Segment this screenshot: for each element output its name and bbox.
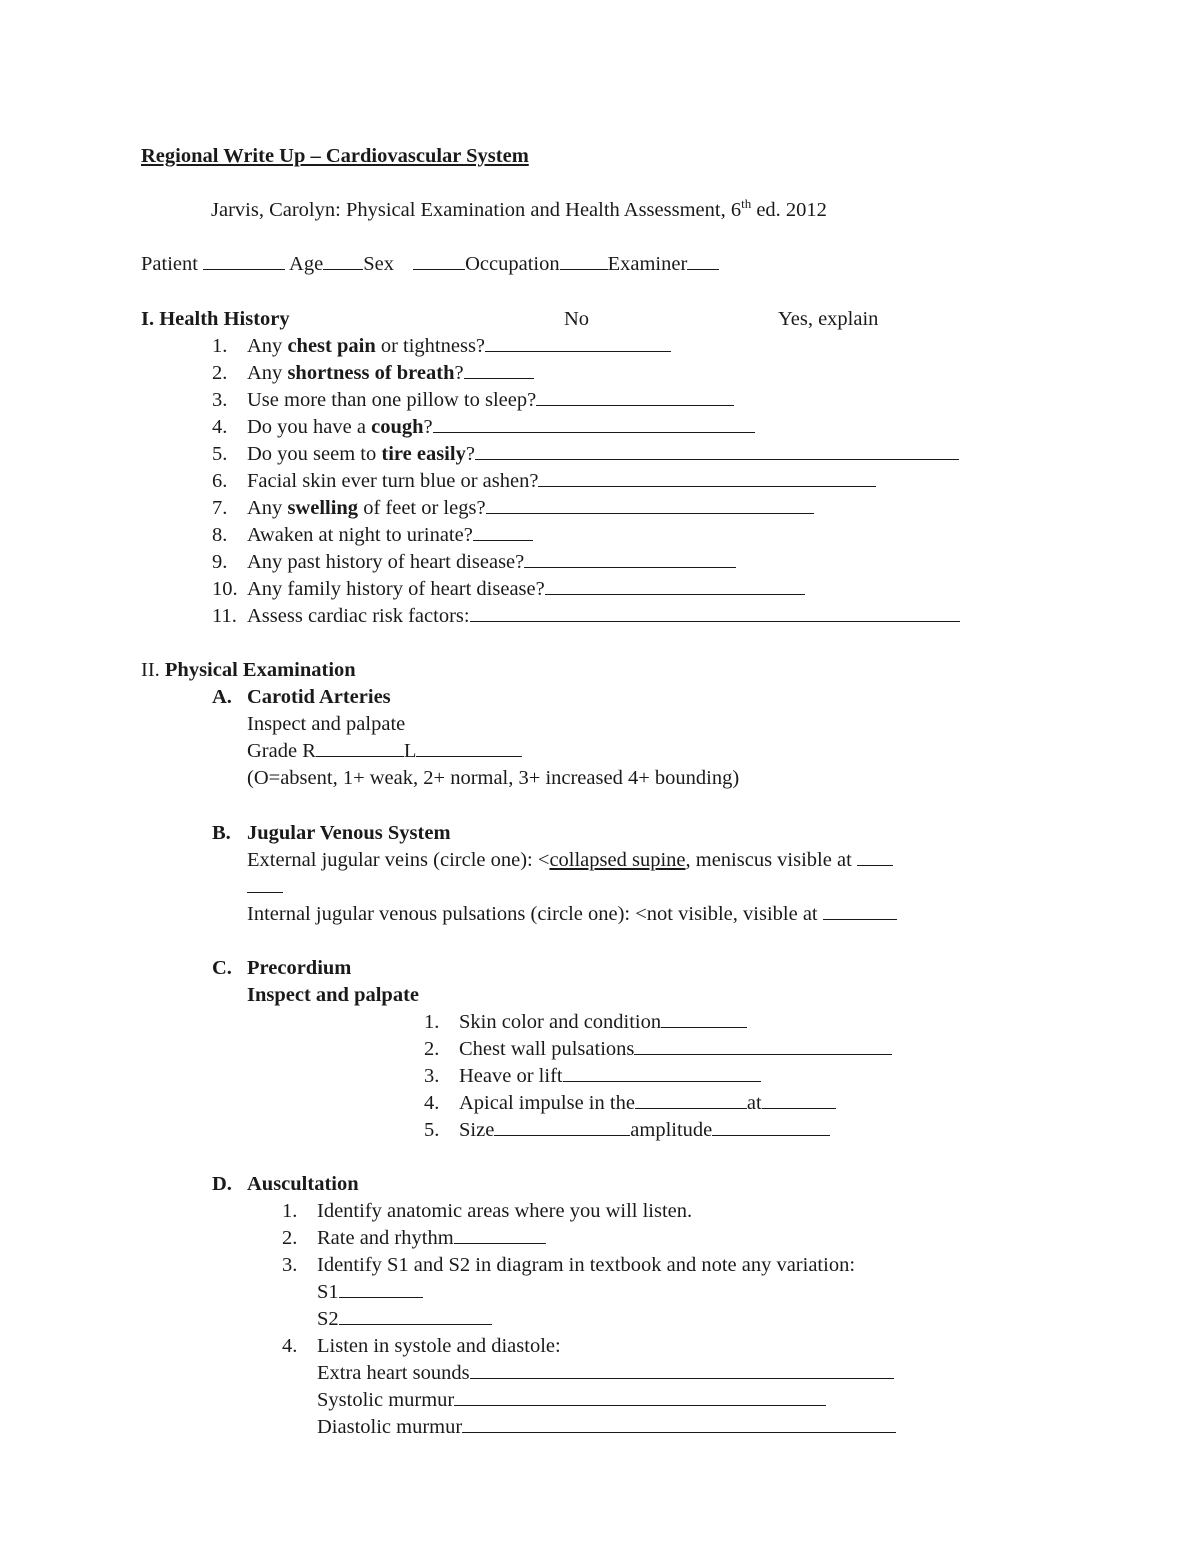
history-item-number: 7. — [212, 497, 228, 519]
precordium-subheading: Inspect and palpate — [247, 984, 420, 1006]
history-item-number: 9. — [212, 551, 228, 573]
history-item-text-end: ? — [454, 362, 464, 384]
systolic-murmur-blank[interactable] — [454, 1405, 826, 1406]
carotid-grade-scale: (O=absent, 1+ weak, 2+ normal, 3+ increased 4+ bounding) — [247, 767, 740, 789]
history-item — [212, 417, 755, 438]
precordium-item-text: Size — [459, 1119, 495, 1141]
grade-l-blank[interactable] — [416, 756, 522, 757]
history-item-number: 4. — [212, 416, 228, 438]
answer-blank[interactable] — [661, 1027, 747, 1028]
precordium-item — [424, 1066, 761, 1087]
history-item-text-end: ? — [423, 416, 433, 438]
patient-blank[interactable] — [203, 269, 285, 270]
internal-jugular-blank[interactable] — [823, 919, 897, 920]
history-item-keyword: tire easily — [381, 443, 466, 465]
answer-blank[interactable] — [563, 1081, 761, 1082]
history-item — [212, 363, 534, 384]
precordium-item — [424, 1093, 836, 1114]
systolic-murmur-line: Systolic murmur — [317, 1390, 826, 1411]
history-item-text: Assess cardiac risk factors: — [247, 605, 470, 627]
history-item-number: 11. — [212, 605, 237, 627]
external-jugular-blank-continued[interactable] — [247, 877, 283, 898]
history-item-keyword: chest pain — [287, 335, 376, 357]
patient-label: Patient — [141, 253, 204, 275]
history-item — [212, 390, 734, 411]
answer-blank-2[interactable] — [762, 1108, 836, 1109]
auscultation-item — [282, 1255, 855, 1276]
history-item-number: 10. — [212, 578, 238, 600]
auscultation-item-number: 3. — [282, 1254, 298, 1276]
precordium-item-number: 4. — [424, 1092, 440, 1114]
precordium-letter: C. — [212, 957, 232, 979]
answer-blank[interactable] — [635, 1108, 747, 1109]
auscultation-item — [282, 1336, 561, 1357]
carotid-inspect: Inspect and palpate — [247, 713, 406, 735]
auscultation-item — [282, 1228, 546, 1249]
history-item-keyword: swelling — [287, 497, 359, 519]
precordium-item-text: Heave or lift — [459, 1065, 563, 1087]
extra-heart-sounds-blank[interactable] — [470, 1378, 894, 1379]
answer-blank[interactable] — [454, 1243, 546, 1244]
auscultation-item-text: Rate and rhythm — [317, 1227, 454, 1249]
page-title: Regional Write Up – Cardiovascular System — [141, 145, 529, 167]
grade-r-blank[interactable] — [316, 756, 404, 757]
history-item — [212, 498, 814, 519]
reference-superscript: th — [741, 196, 752, 211]
auscultation-item-text: Identify S1 and S2 in diagram in textbook and note any variation: — [317, 1254, 856, 1276]
history-item — [212, 444, 959, 465]
s1-line: S1 — [317, 1282, 423, 1303]
history-item-text: Any — [247, 497, 288, 519]
answer-blank[interactable] — [464, 378, 534, 379]
column-header-no: No — [564, 308, 590, 330]
precordium-item-text: Chest wall pulsations — [459, 1038, 635, 1060]
answer-blank[interactable] — [634, 1054, 892, 1055]
auscultation-item-number: 4. — [282, 1335, 298, 1357]
reference-text: Jarvis, Carolyn: Physical Examination and Health Assessment, 6 — [211, 199, 742, 221]
history-item-number: 1. — [212, 335, 228, 357]
auscultation-item-text: Listen in systole and diastole: — [317, 1335, 561, 1357]
answer-blank[interactable] — [538, 486, 876, 487]
answer-blank[interactable] — [470, 621, 960, 622]
answer-blank[interactable] — [494, 1135, 630, 1136]
diastolic-murmur-blank[interactable] — [462, 1432, 896, 1433]
carotid-heading: Carotid Arteries — [247, 686, 391, 708]
history-item-text-end: or tightness? — [375, 335, 486, 357]
jugular-letter: B. — [212, 822, 231, 844]
age-blank[interactable] — [323, 269, 363, 270]
examiner-blank[interactable] — [687, 269, 719, 270]
occupation-blank[interactable] — [560, 269, 608, 270]
history-item — [212, 471, 876, 492]
answer-blank[interactable] — [485, 351, 671, 352]
s2-line: S2 — [317, 1309, 492, 1330]
history-item-text: Do you seem to — [247, 443, 382, 465]
sex-label: Sex — [363, 253, 400, 275]
answer-blank[interactable] — [524, 567, 736, 568]
extra-heart-sounds-line: Extra heart sounds — [317, 1363, 894, 1384]
answer-blank[interactable] — [473, 540, 533, 541]
history-item — [212, 336, 671, 357]
history-item-number: 2. — [212, 362, 228, 384]
carotid-letter: A. — [212, 686, 232, 708]
history-item-keyword: shortness of breath — [287, 362, 455, 384]
auscultation-item-number: 2. — [282, 1227, 298, 1249]
answer-blank[interactable] — [475, 459, 959, 460]
history-item-text: Any — [247, 335, 288, 357]
history-item-number: 5. — [212, 443, 228, 465]
column-header-yes: Yes, explain — [778, 308, 879, 330]
precordium-item — [424, 1012, 747, 1033]
history-item-text-end: of feet or legs? — [358, 497, 486, 519]
precordium-item-number: 5. — [424, 1119, 440, 1141]
precordium-item-text-2: at — [746, 1092, 762, 1114]
history-item — [212, 525, 533, 546]
s1-blank[interactable] — [339, 1297, 423, 1298]
examiner-label: Examiner — [607, 253, 688, 275]
answer-blank[interactable] — [433, 432, 755, 433]
auscultation-heading: Auscultation — [247, 1173, 359, 1195]
s2-blank[interactable] — [339, 1324, 492, 1325]
precordium-item-number: 1. — [424, 1011, 440, 1033]
auscultation-item-number: 1. — [282, 1200, 298, 1222]
history-item-text-end: ? — [465, 443, 475, 465]
occupation-label: Occupation — [465, 253, 560, 275]
reference-year: ed. 2012 — [751, 199, 827, 221]
internal-jugular-line: Internal jugular venous pulsations (circle one): <not visible, visible at — [247, 904, 897, 925]
answer-blank[interactable] — [536, 405, 734, 406]
collapsed-supine-option[interactable]: collapsed supine — [549, 849, 686, 871]
history-item-text: Awaken at night to urinate? — [247, 524, 473, 546]
history-item-number: 6. — [212, 470, 228, 492]
history-item — [212, 552, 736, 573]
auscultation-item-text: Identify anatomic areas where you will listen. — [317, 1200, 693, 1222]
precordium-heading: Precordium — [247, 957, 352, 979]
answer-blank[interactable] — [486, 513, 814, 514]
history-item — [212, 579, 805, 600]
history-item-keyword: cough — [371, 416, 424, 438]
history-item-text: Do you have a — [247, 416, 372, 438]
diastolic-murmur-line: Diastolic murmur — [317, 1417, 896, 1438]
history-item-text: Facial skin ever turn blue or ashen? — [247, 470, 539, 492]
meniscus-blank[interactable] — [857, 865, 893, 866]
precordium-item-text: Apical impulse in the — [459, 1092, 635, 1114]
physical-exam-heading: II. Physical Examination — [141, 659, 356, 681]
external-jugular-line: External jugular veins (circle one): <collapsed supine, meniscus visible at — [247, 850, 893, 871]
reference-line — [211, 196, 827, 221]
auscultation-item — [282, 1201, 692, 1222]
age-label: Age — [285, 253, 324, 275]
precordium-item-text-2: amplitude — [630, 1119, 713, 1141]
sex-blank[interactable] — [413, 269, 465, 270]
precordium-item-text: Skin color and condition — [459, 1011, 662, 1033]
history-item-text: Use more than one pillow to sleep? — [247, 389, 537, 411]
carotid-grade-line: Grade R L — [247, 741, 522, 762]
history-item-text: Any — [247, 362, 288, 384]
history-item-number: 8. — [212, 524, 228, 546]
precordium-item-number: 3. — [424, 1065, 440, 1087]
auscultation-letter: D. — [212, 1173, 232, 1195]
precordium-item — [424, 1120, 830, 1141]
precordium-item — [424, 1039, 892, 1060]
precordium-item-number: 2. — [424, 1038, 440, 1060]
patient-info-line — [141, 254, 719, 275]
health-history-heading: I. Health History — [141, 308, 290, 330]
answer-blank-2[interactable] — [712, 1135, 830, 1136]
answer-blank[interactable] — [545, 594, 805, 595]
jugular-heading: Jugular Venous System — [247, 822, 451, 844]
history-item-number: 3. — [212, 389, 228, 411]
history-item-text: Any family history of heart disease? — [247, 578, 545, 600]
history-item-text: Any past history of heart disease? — [247, 551, 525, 573]
history-item — [212, 606, 960, 627]
